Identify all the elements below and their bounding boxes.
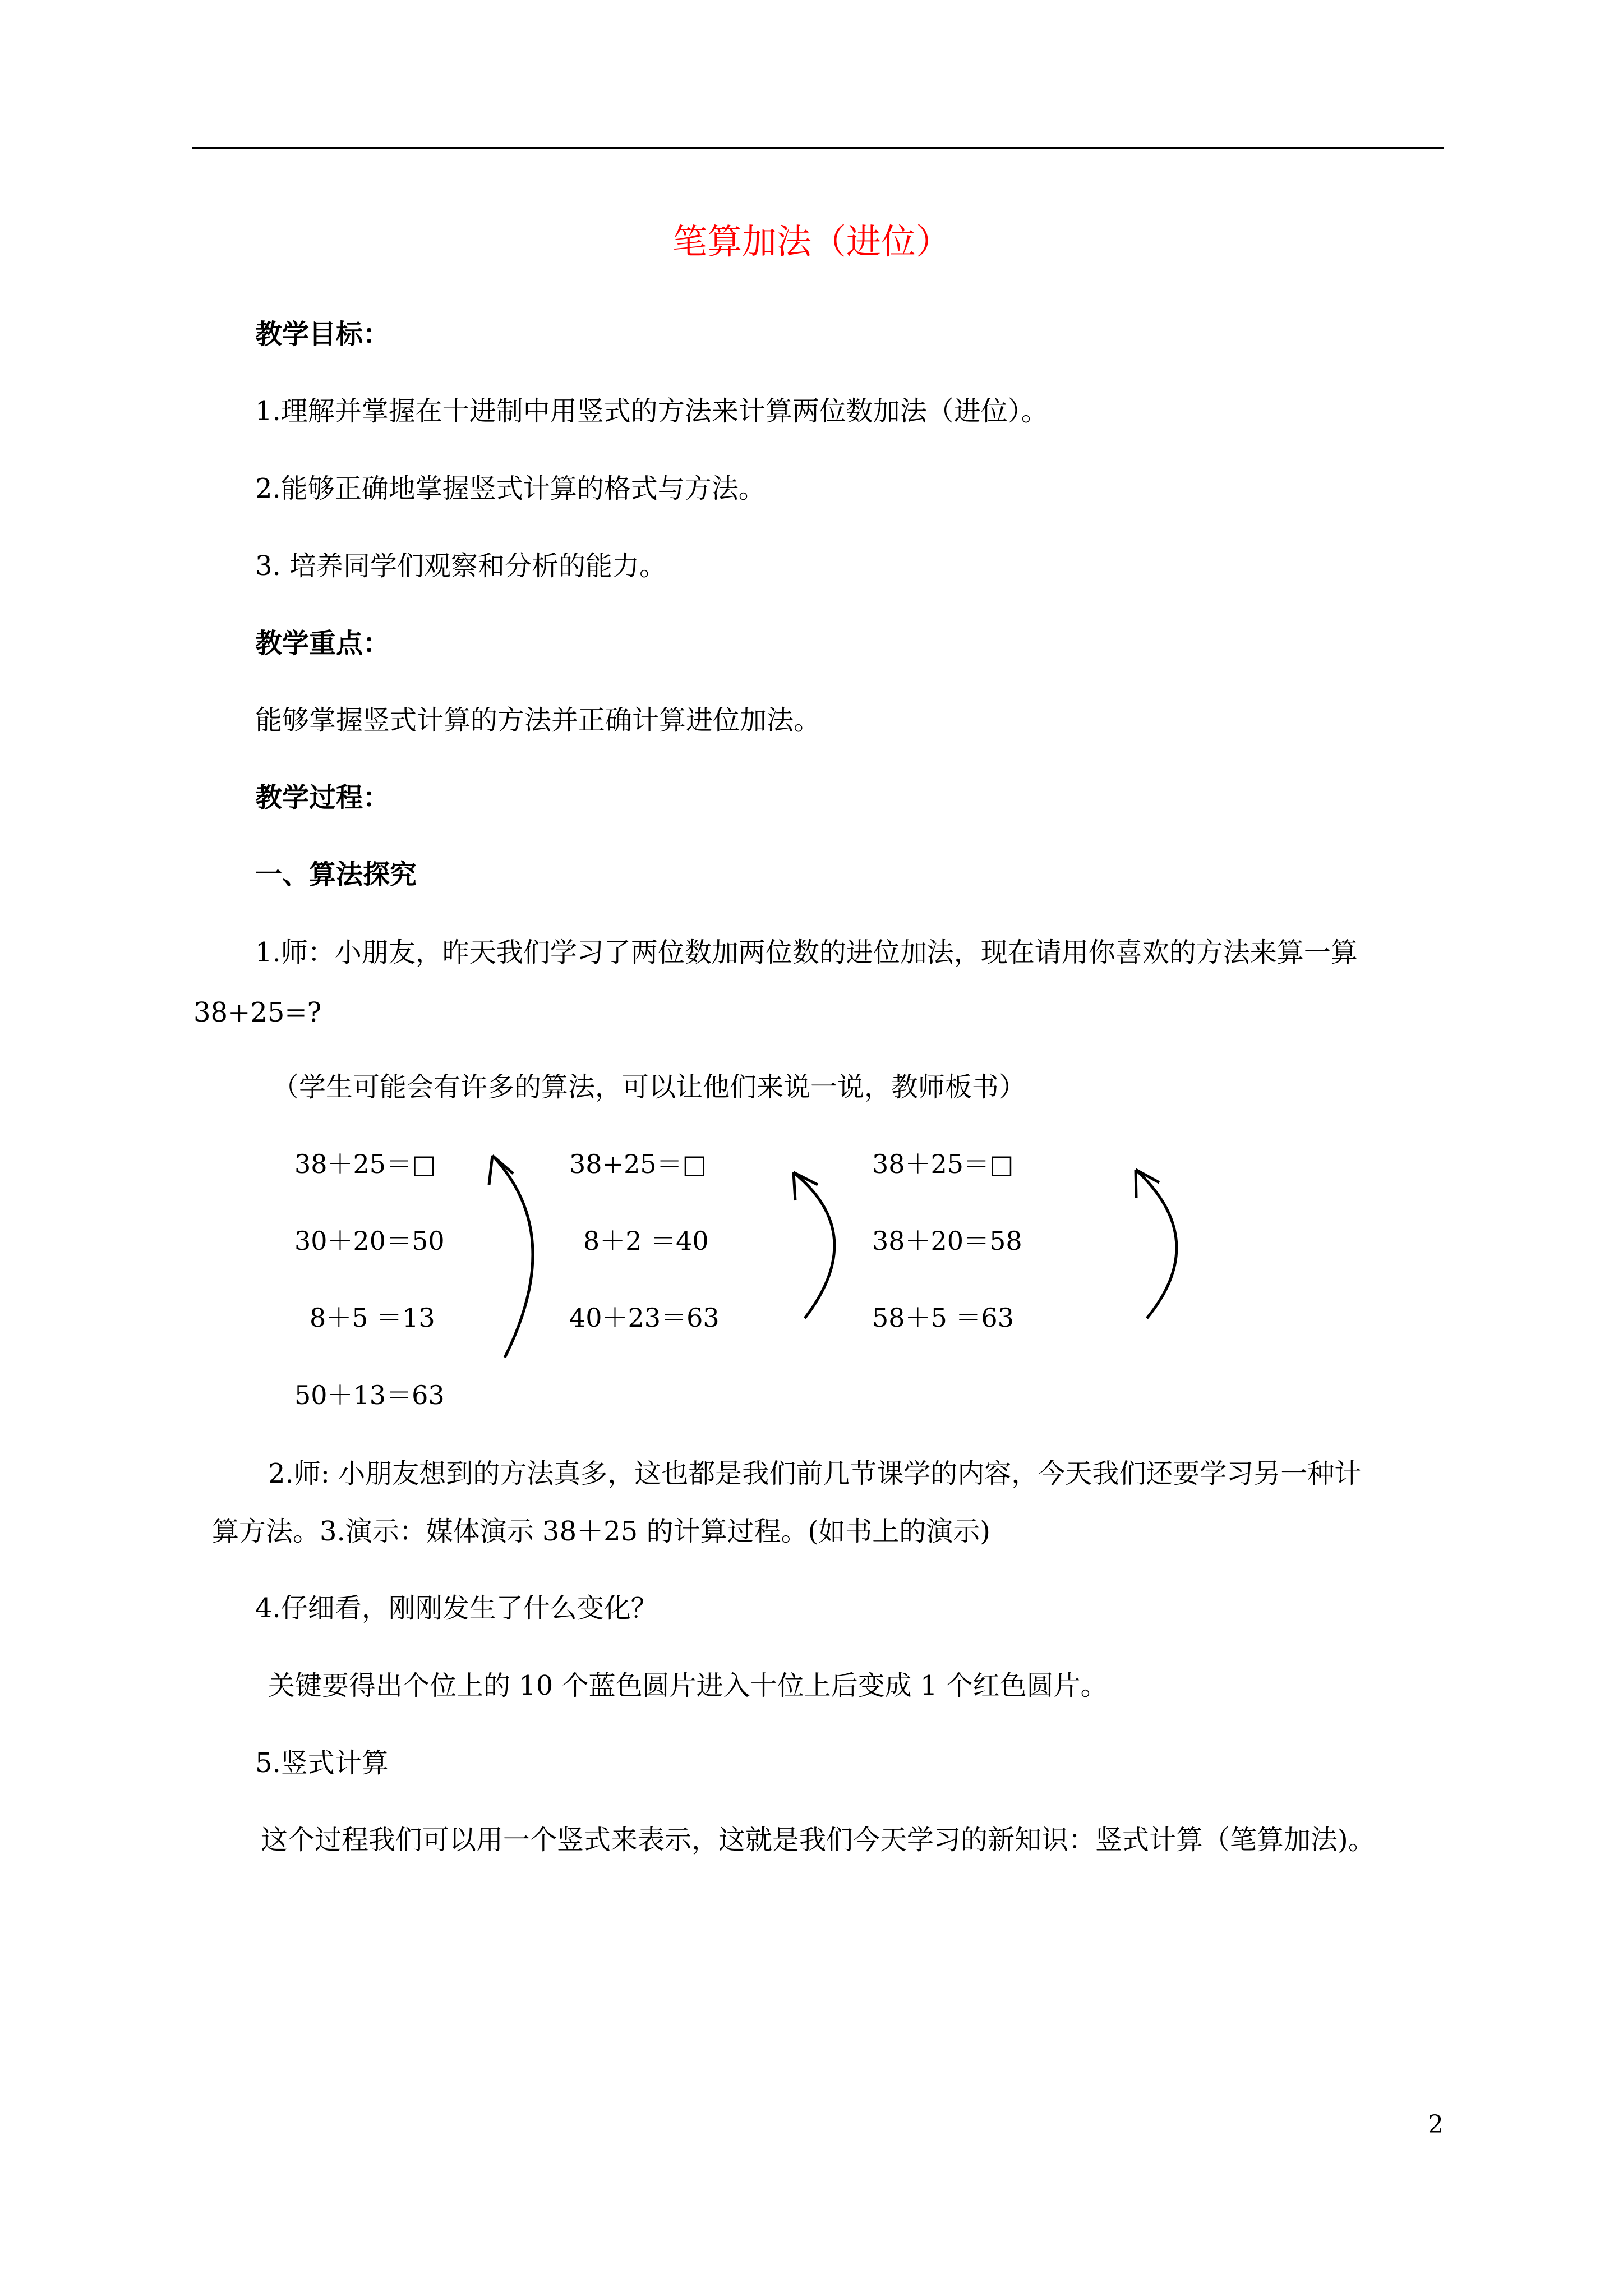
method3-line2: 38＋20＝58 — [872, 1226, 1022, 1256]
step4-detail: 关键要得出个位上的 10 个蓝色圆片进入十位上后变成 1 个红色圆片。 — [268, 1670, 1108, 1701]
curved-arrow-3 — [1136, 1170, 1177, 1318]
goal-3: 3. 培养同学们观察和分析的能力。 — [255, 550, 667, 582]
method1-line1: 38＋25＝□ — [294, 1149, 436, 1179]
teacher-note: （学生可能会有许多的算法，可以让他们来说一说，教师板书） — [272, 1071, 1026, 1103]
method3-line3: 58＋5 ＝63 — [872, 1303, 1014, 1333]
step1-line2: 38+25=? — [193, 997, 322, 1028]
method2-line1: 38+25＝□ — [569, 1149, 707, 1179]
page-title: 笔算加法（进位） — [672, 221, 951, 262]
step5: 5.竖式计算 — [255, 1747, 389, 1779]
step2-line1: 2.师: 小朋友想到的方法真多，这也都是我们前几节课学的内容，今天我们还要学习另一种计 — [268, 1458, 1362, 1489]
step2-line2: 算方法。3.演示：媒体演示 38＋25 的计算过程。(如书上的演示) — [212, 1516, 990, 1547]
goal-1: 1.理解并掌握在十进制中用竖式的方法来计算两位数加法（进位）。 — [255, 395, 1048, 427]
goals-heading: 教学目标： — [255, 319, 390, 350]
method2-line2: 8＋2 ＝40 — [583, 1226, 709, 1256]
method3-line1: 38＋25＝□ — [872, 1149, 1014, 1179]
process-heading: 教学过程： — [255, 782, 390, 813]
curved-arrow-1 — [489, 1156, 533, 1358]
goal-2: 2.能够正确地掌握竖式计算的格式与方法。 — [255, 473, 766, 504]
part1-heading: 一、算法探究 — [255, 859, 417, 890]
step5-detail: 这个过程我们可以用一个竖式来表示，这就是我们今天学习的新知识：竖式计算（笔算加法)。 — [261, 1824, 1375, 1856]
method1-line4: 50＋13＝63 — [294, 1380, 445, 1410]
method2-line3: 40＋23＝63 — [569, 1303, 720, 1333]
page-number: 2 — [1428, 2110, 1444, 2139]
step1-line1: 1.师：小朋友，昨天我们学习了两位数加两位数的进位加法，现在请用你喜欢的方法来算一算 — [255, 937, 1358, 968]
focus-heading: 教学重点： — [255, 628, 390, 659]
curved-arrow-2 — [794, 1172, 834, 1318]
method1-line3: 8＋5 ＝13 — [310, 1303, 435, 1333]
focus-text: 能够掌握竖式计算的方法并正确计算进位加法。 — [255, 705, 821, 736]
method1-line2: 30＋20＝50 — [294, 1226, 445, 1256]
step4: 4.仔细看，刚刚发生了什么变化？ — [255, 1593, 658, 1624]
